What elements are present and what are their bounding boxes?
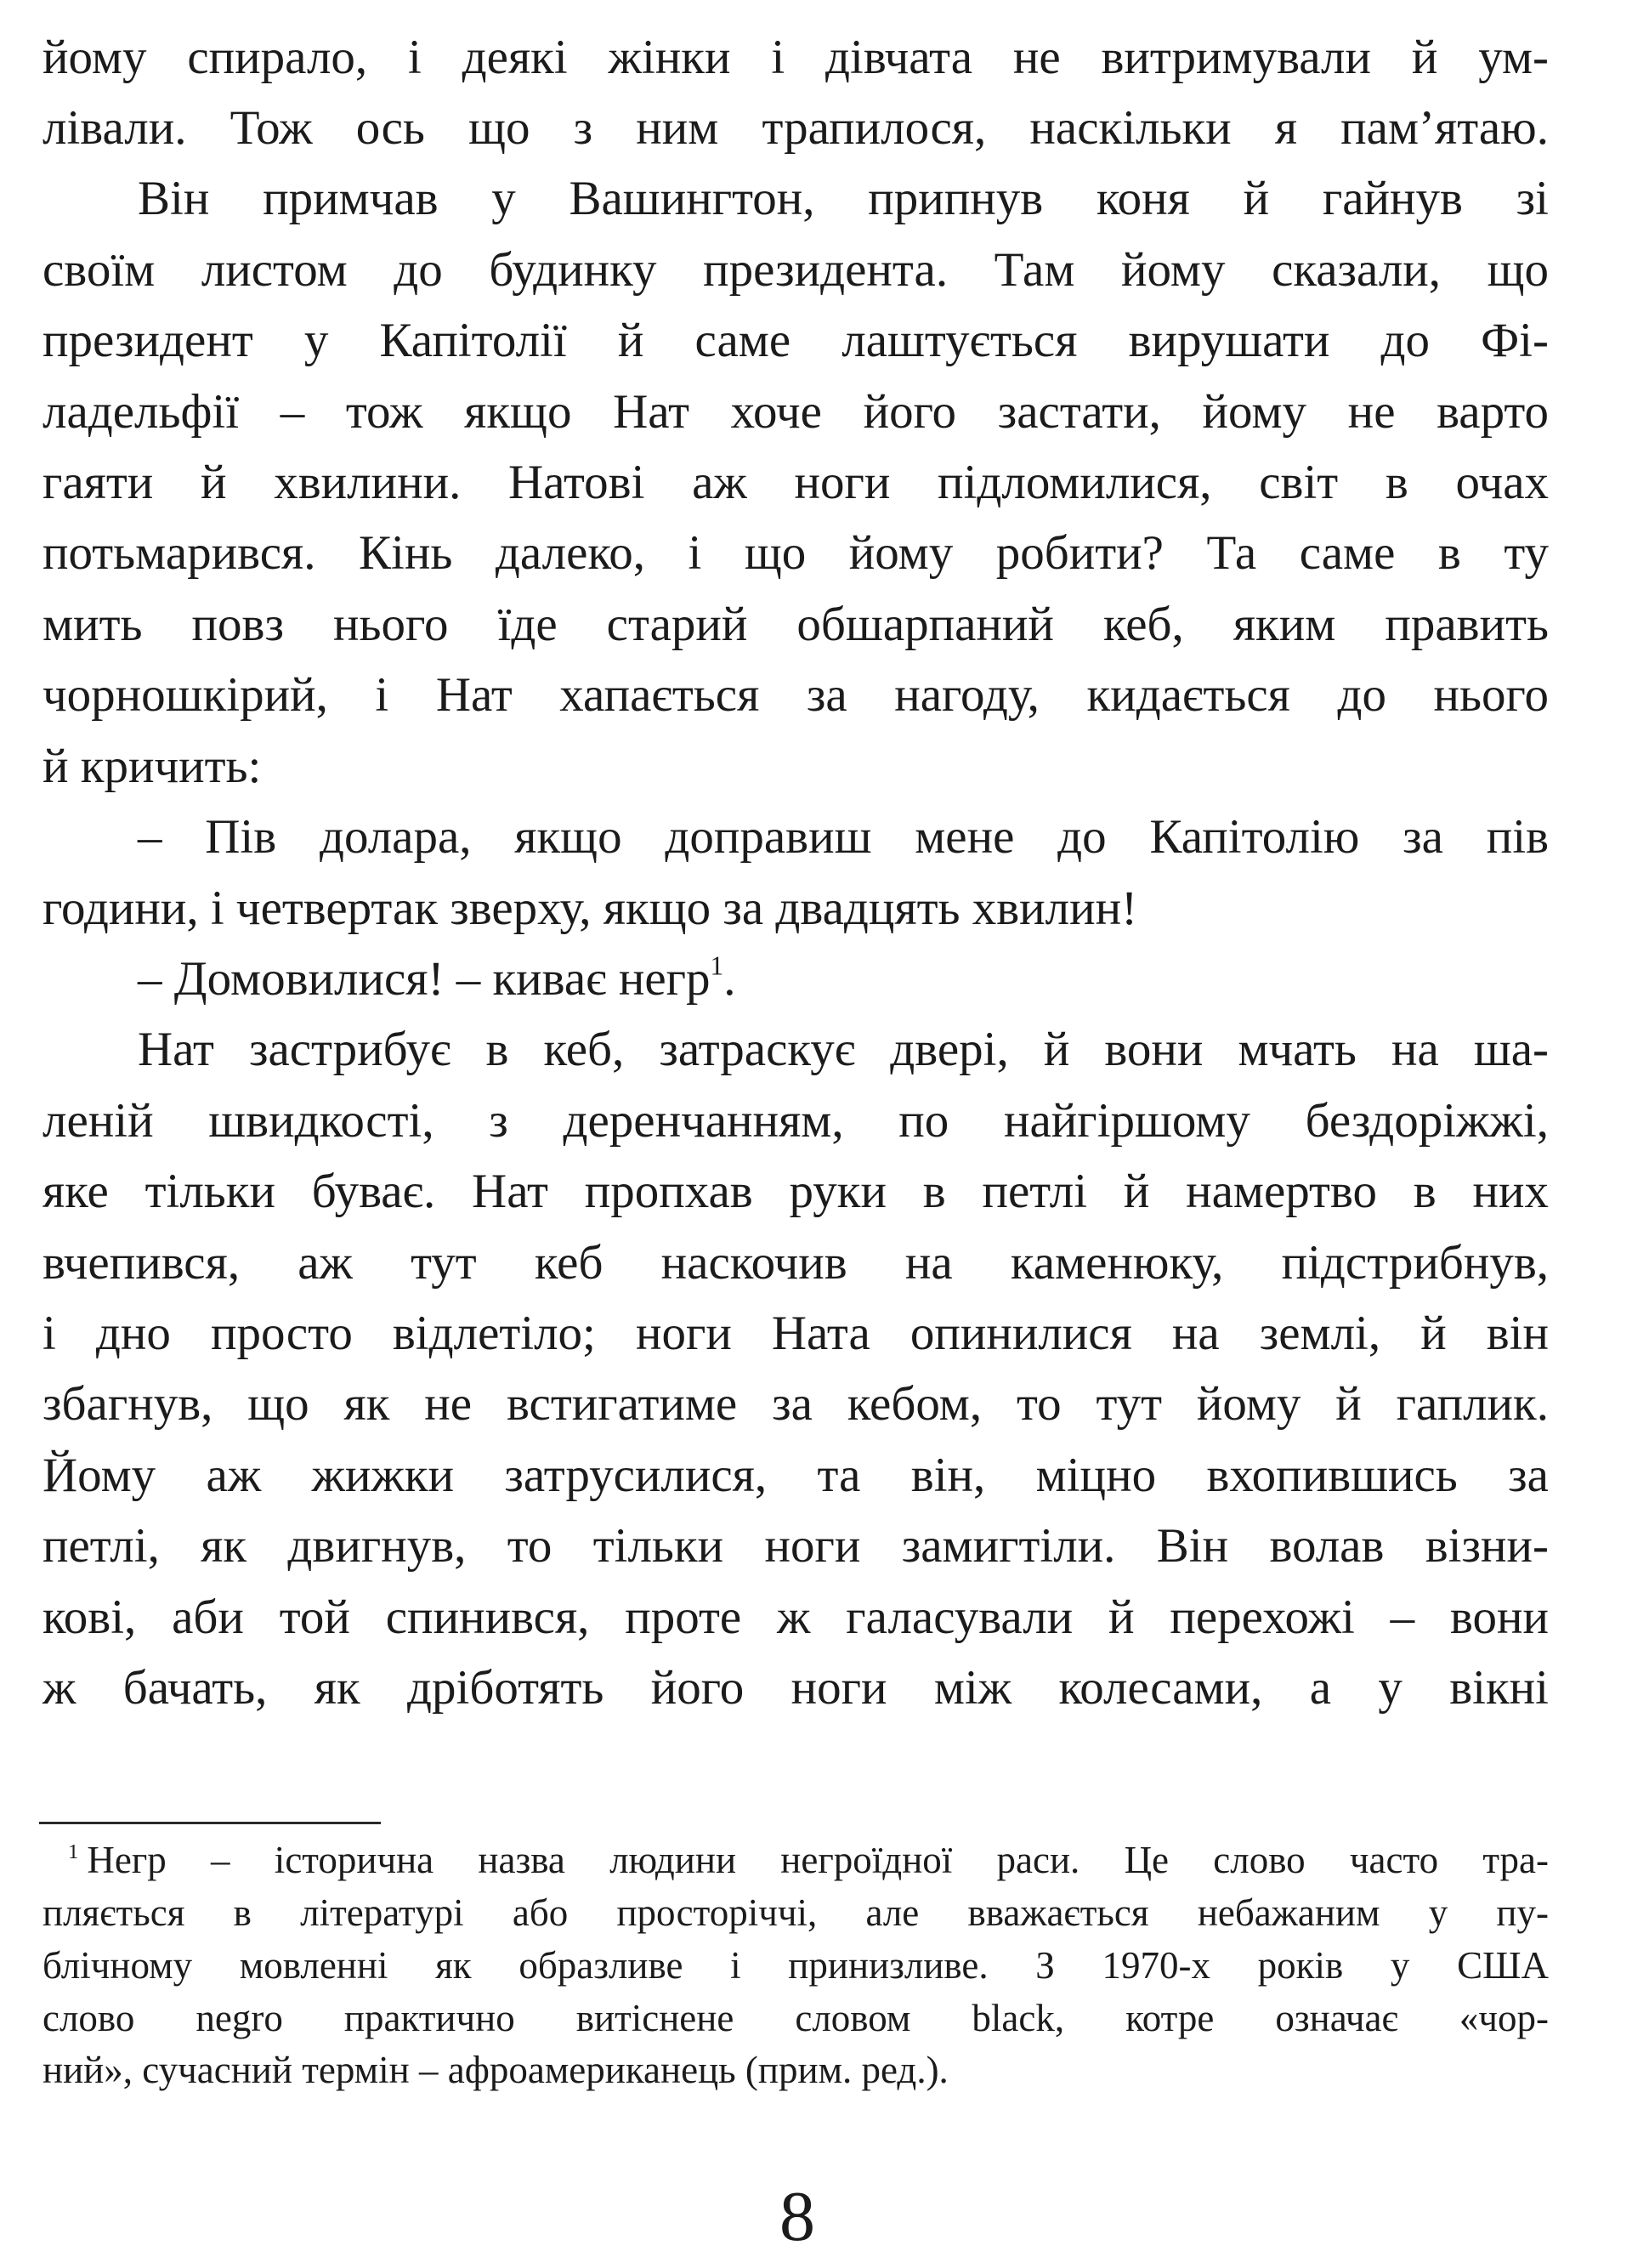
text-line: йому спирало, і деякі жінки і дівчата не витримували й ум- [42, 31, 1549, 84]
footnote-marker: 1 [68, 1840, 79, 1863]
text-line: кові, аби той спинився, проте ж галасували й перехожі – вони [42, 1590, 1549, 1644]
text-line: збагнув, що як не встигатиме за кебом, то тут йому й гаплик. [42, 1377, 1549, 1431]
page-number: 8 [779, 2177, 815, 2256]
text-line: Нат застрибує в кеб, затраскує двері, й вони мчать на ша- [138, 1023, 1549, 1076]
text-line: й кричить: [42, 740, 262, 793]
text-line: потьмарився. Кінь далеко, і що йому робити? Та саме в ту [42, 526, 1549, 580]
text-line: години, і четвертак зверху, якщо за двадцять хвилин! [42, 882, 1138, 935]
text-line: яке тільки буває. Нат пропхав руки в петлі й намертво в них [42, 1165, 1549, 1218]
footnote-separator [39, 1822, 381, 1824]
text-line: лівали. Тож ось що з ним трапилося, наскільки я пам’ятаю. [42, 101, 1549, 155]
footnote-line: слово negro практично витіснене словом black, котре означає «чор- [42, 1997, 1549, 2039]
text-line: президент у Капітолії й саме лаштується вирушати до Фі- [42, 314, 1549, 367]
text-line: леній швидкості, з деренчанням, по найгіршому бездоріжжі, [42, 1094, 1549, 1148]
text-line: ж бачать, як дріботять його ноги між колесами, а у вікні [42, 1661, 1549, 1715]
text-line-with-footnote-ref [138, 950, 1549, 1009]
footnote-line: пляється в літературі або просторіччі, але вважається небажаним у пу- [42, 1891, 1549, 1934]
text-line: мить повз нього їде старий обшарпаний кеб, яким править [42, 598, 1549, 651]
footnote-reference[interactable]: 1 [710, 950, 724, 981]
text-line: вчепився, аж тут кеб наскочив на каменюку, підстрибнув, [42, 1236, 1549, 1290]
footnote-line: блічному мовленні як образливе і принизливе. З 1970-х років у США [42, 1944, 1549, 1987]
text-line: своїм листом до будинку президента. Там йому сказали, що [42, 243, 1549, 297]
text-line: ладельфії – тож якщо Нат хоче його застати, йому не варто [42, 385, 1549, 439]
text-segment: . [723, 952, 736, 1006]
footnote-line [68, 1836, 1549, 1884]
text-line: гаяти й хвилини. Натові аж ноги підломилися, світ в очах [42, 456, 1549, 509]
text-line: – Пів долара, якщо доправиш мене до Капітолію за пів [138, 810, 1549, 864]
text-line: чорношкірий, і Нат хапається за нагоду, кидається до нього [42, 668, 1549, 722]
text-line: і дно просто відлетіло; ноги Ната опинилися на землі, й він [42, 1307, 1549, 1360]
text-line: Він примчав у Вашингтон, припнув коня й гайнув зі [138, 172, 1549, 225]
text-segment: – Домовилися! – киває негр [138, 952, 711, 1006]
text-line: петлі, як двигнув, то тільки ноги замигтіли. Він волав візни- [42, 1519, 1549, 1573]
text-segment: Негр – історична назва людини негроїдної раси. Це слово часто тра- [87, 1839, 1549, 1881]
footnote-line: ний», сучасний термін – афроамериканець (прим. ред.). [42, 2049, 949, 2091]
text-line: Йому аж жижки затрусилися, та він, міцно вхопившись за [42, 1449, 1549, 1502]
